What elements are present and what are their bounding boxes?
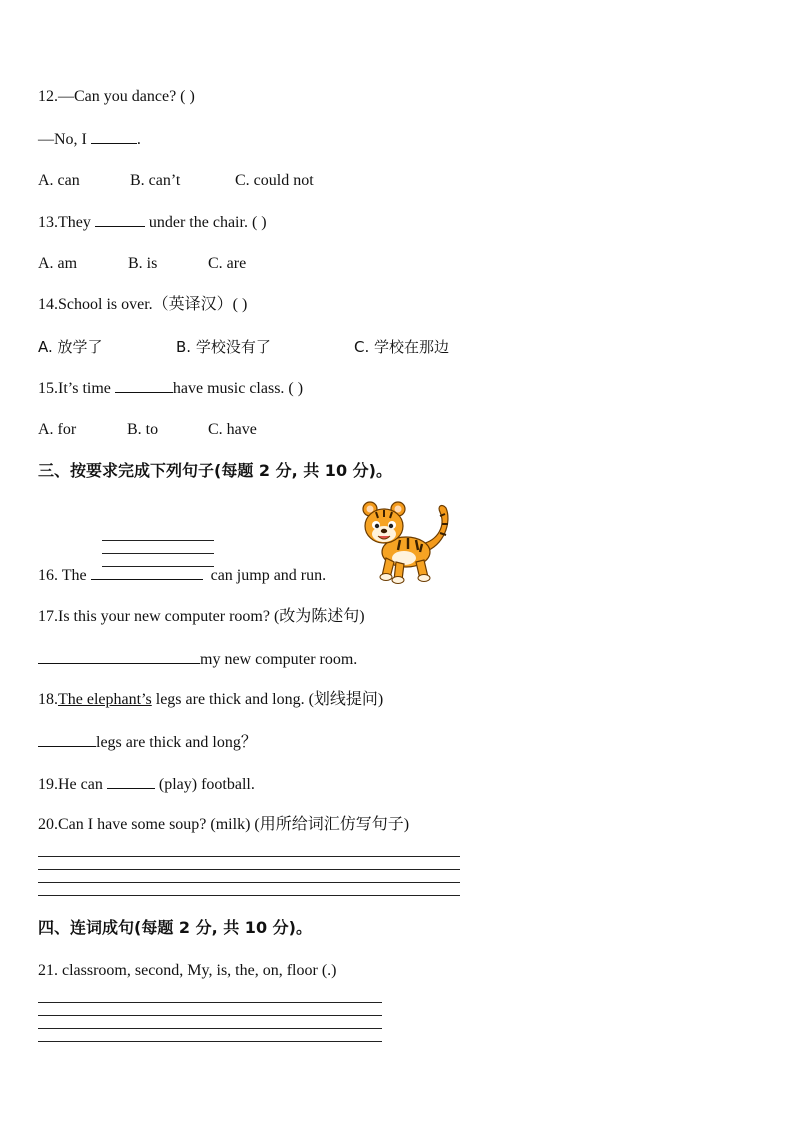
q12-answer-blank[interactable]: [91, 129, 137, 144]
q20-answer-lines[interactable]: [38, 845, 460, 896]
q16-answer-lines[interactable]: [102, 527, 214, 567]
q13-options: [38, 254, 246, 274]
q13-option-c[interactable]: C. are: [208, 255, 247, 272]
q18-underlined-phrase: The elephant’s: [58, 691, 152, 708]
q17-question: 17.Is this your new computer room? (改为陈述句): [38, 608, 365, 625]
q13-option-a[interactable]: A. am: [38, 255, 78, 272]
section-4-heading: 四、连词成句(每题 2 分, 共 10 分)。: [38, 918, 312, 937]
q17-answer-line: my new computer room.: [38, 649, 357, 670]
q20-question: 20.Can I have some soup? (milk) (用所给词汇仿写句子): [38, 816, 410, 833]
q13-answer-blank[interactable]: [95, 212, 145, 227]
q14-option-b[interactable]: B. 学校没有了: [176, 338, 271, 356]
q16-answer-blank[interactable]: [91, 565, 203, 580]
section-3-heading: 三、按要求完成下列句子(每题 2 分, 共 10 分)。: [38, 461, 392, 480]
q12-option-b[interactable]: B. can’t: [130, 172, 181, 189]
q15-question: 15.It’s time have music class. ( ): [38, 380, 304, 397]
q14-option-c[interactable]: C. 学校在那边: [354, 338, 450, 356]
q16-question: 16. The can jump and run.: [38, 567, 327, 584]
q21-answer-lines[interactable]: [38, 991, 382, 1042]
q12-option-c[interactable]: C. could not: [235, 172, 314, 189]
q13-question: 13.They under the chair. ( ): [38, 214, 267, 231]
q13-option-b[interactable]: B. is: [128, 255, 158, 272]
q15-option-b[interactable]: B. to: [127, 421, 159, 438]
q14-option-a[interactable]: A. 放学了: [38, 338, 103, 356]
tiger-cartoon-image: [360, 500, 452, 584]
q12-question: 12.—Can you dance? ( ): [38, 88, 195, 105]
q12-options: [38, 171, 314, 191]
q18-answer-line: legs are thick and long？: [38, 732, 257, 753]
q19-answer-blank[interactable]: [107, 774, 155, 789]
q15-options: [38, 420, 257, 440]
q12-option-a[interactable]: A. can: [38, 172, 80, 189]
q14-options: [38, 337, 449, 357]
q17-answer-blank[interactable]: [38, 649, 200, 664]
q14-question: 14.School is over.（英译汉）( ): [38, 296, 248, 313]
q15-answer-blank[interactable]: [115, 378, 173, 393]
q21-question: 21. classroom, second, My, is, the, on, floor (.): [38, 962, 337, 979]
q15-option-c[interactable]: C. have: [208, 421, 257, 438]
q15-option-a[interactable]: A. for: [38, 421, 77, 438]
q18-answer-blank[interactable]: [38, 732, 96, 747]
q12-answer-line: —No, I .: [38, 131, 141, 148]
q19-question: 19.He can (play) football.: [38, 776, 255, 793]
q18-question: 18.The elephant’s legs are thick and long. (划线提问): [38, 691, 384, 708]
